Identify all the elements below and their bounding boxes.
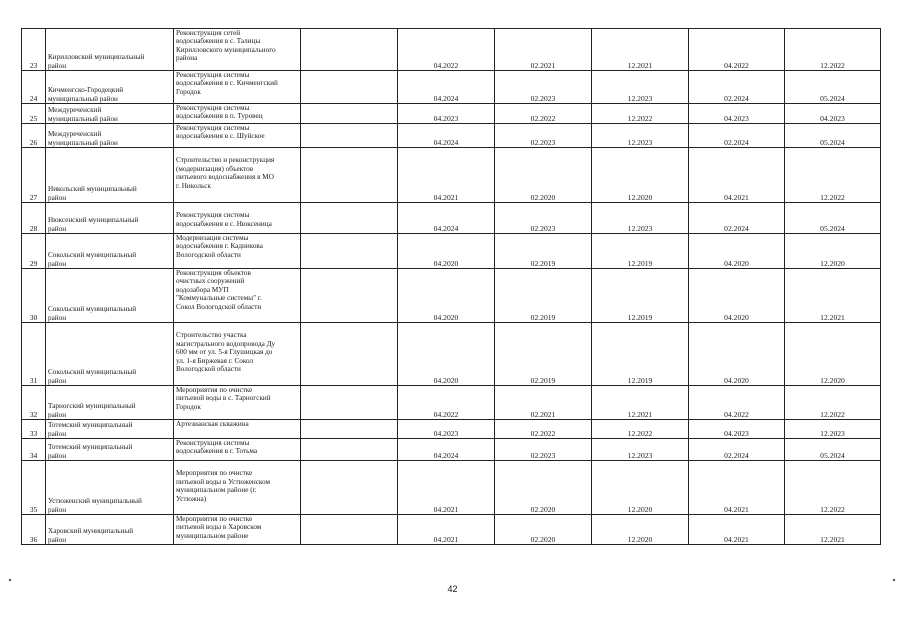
district-name: Тотемский муниципальный район — [46, 420, 174, 439]
date-5: 04.2023 — [785, 104, 881, 124]
project-description: Реконструкция сетей водоснабжения в с. Талицы Кирилловского муниципального района — [174, 29, 301, 71]
empty-cell — [301, 148, 398, 203]
date-5: 12.2022 — [785, 461, 881, 515]
project-description: Реконструкция системы водоснабжения в с. Нюксеница — [174, 203, 301, 234]
empty-cell — [301, 323, 398, 386]
district-name: Харовский муниципальный район — [46, 515, 174, 545]
date-1: 04.2020 — [398, 234, 495, 269]
date-2: 02.2021 — [495, 29, 592, 71]
project-description: Строительство и реконструкция (модернизация) объектов питьевого водоснабжения в МО г. Никольск — [174, 148, 301, 203]
project-description: Строительство участка магистрального водопровода Ду 600 мм от ул. 5-я Глушицкая до ул. 1-я Биржевая г. Сокол Вологодской области — [174, 323, 301, 386]
date-2: 02.2020 — [495, 148, 592, 203]
district-name: Нюксенский муниципальный район — [46, 203, 174, 234]
date-3: 12.2023 — [592, 71, 689, 104]
project-description: Реконструкция системы водоснабжения в г. Тотьма — [174, 439, 301, 461]
empty-cell — [301, 71, 398, 104]
project-description: Мероприятия по очистке питьевой воды в с. Тарногский Городок — [174, 386, 301, 420]
date-2: 02.2023 — [495, 124, 592, 148]
row-number: 27 — [22, 148, 46, 203]
empty-cell — [301, 439, 398, 461]
date-4: 04.2020 — [689, 234, 785, 269]
empty-cell — [301, 386, 398, 420]
date-5: 05.2024 — [785, 439, 881, 461]
date-1: 04.2024 — [398, 203, 495, 234]
date-2: 02.2021 — [495, 386, 592, 420]
table-row — [22, 234, 881, 269]
empty-cell — [301, 203, 398, 234]
row-number: 35 — [22, 461, 46, 515]
row-number: 34 — [22, 439, 46, 461]
district-name: Междуреченский муниципальный район — [46, 104, 174, 124]
empty-cell — [301, 124, 398, 148]
date-4: 02.2024 — [689, 124, 785, 148]
date-1: 04.2024 — [398, 439, 495, 461]
date-3: 12.2020 — [592, 148, 689, 203]
date-1: 04.2021 — [398, 148, 495, 203]
date-2: 02.2019 — [495, 269, 592, 323]
district-name: Сокольский муниципальный район — [46, 234, 174, 269]
table-row — [22, 29, 881, 71]
project-description: Реконструкция системы водоснабжения в с. Шуйское — [174, 124, 301, 148]
date-4: 04.2023 — [689, 104, 785, 124]
page-number: 42 — [447, 584, 458, 594]
district-name: Кичменгско-Городецкий муниципальный район — [46, 71, 174, 104]
date-2: 02.2023 — [495, 439, 592, 461]
date-3: 12.2020 — [592, 461, 689, 515]
date-5: 12.2022 — [785, 29, 881, 71]
date-5: 05.2024 — [785, 71, 881, 104]
date-1: 04.2024 — [398, 71, 495, 104]
date-5: 12.2022 — [785, 148, 881, 203]
district-name: Никольский муниципальный район — [46, 148, 174, 203]
date-3: 12.2022 — [592, 420, 689, 439]
project-description: Мероприятия по очистке питьевой воды в Харовском муниципальном районе — [174, 515, 301, 545]
row-number: 24 — [22, 71, 46, 104]
date-5: 12.2022 — [785, 386, 881, 420]
table-row — [22, 461, 881, 515]
table-body — [22, 29, 881, 545]
date-3: 12.2023 — [592, 203, 689, 234]
table-row — [22, 104, 881, 124]
date-3: 12.2019 — [592, 269, 689, 323]
empty-cell — [301, 234, 398, 269]
row-number: 36 — [22, 515, 46, 545]
date-2: 02.2019 — [495, 323, 592, 386]
date-4: 02.2024 — [689, 71, 785, 104]
schedule-table — [21, 28, 881, 545]
district-name: Устюженский муниципальный район — [46, 461, 174, 515]
district-name: Тотемский муниципальный район — [46, 439, 174, 461]
scan-mark-left — [9, 579, 11, 581]
row-number: 31 — [22, 323, 46, 386]
date-1: 04.2022 — [398, 386, 495, 420]
empty-cell — [301, 461, 398, 515]
table-row — [22, 71, 881, 104]
table-row — [22, 386, 881, 420]
row-number: 26 — [22, 124, 46, 148]
date-3: 12.2023 — [592, 439, 689, 461]
date-3: 12.2022 — [592, 104, 689, 124]
date-3: 12.2023 — [592, 124, 689, 148]
date-5: 12.2020 — [785, 234, 881, 269]
date-1: 04.2023 — [398, 104, 495, 124]
district-name: Сокольский муниципальный район — [46, 269, 174, 323]
date-5: 12.2021 — [785, 515, 881, 545]
project-description: Реконструкция системы водоснабжения в с. Кичменгский Городок — [174, 71, 301, 104]
date-4: 04.2021 — [689, 515, 785, 545]
row-number: 33 — [22, 420, 46, 439]
date-1: 04.2022 — [398, 29, 495, 71]
empty-cell — [301, 104, 398, 124]
table-row — [22, 323, 881, 386]
row-number: 29 — [22, 234, 46, 269]
date-1: 04.2021 — [398, 461, 495, 515]
table-row — [22, 420, 881, 439]
empty-cell — [301, 29, 398, 71]
district-name: Междуреченский муниципальный район — [46, 124, 174, 148]
row-number: 25 — [22, 104, 46, 124]
project-description: Артезианская скважина — [174, 420, 301, 439]
date-2: 02.2022 — [495, 420, 592, 439]
date-1: 04.2021 — [398, 515, 495, 545]
date-4: 04.2021 — [689, 148, 785, 203]
date-2: 02.2023 — [495, 71, 592, 104]
table-row — [22, 515, 881, 545]
project-description: Реконструкция объектов очистных сооружений водозабора МУП "Коммунальные системы" г. Сокол Вологодской области — [174, 269, 301, 323]
date-2: 02.2019 — [495, 234, 592, 269]
date-4: 02.2024 — [689, 203, 785, 234]
date-3: 12.2020 — [592, 515, 689, 545]
row-number: 28 — [22, 203, 46, 234]
date-4: 04.2022 — [689, 386, 785, 420]
date-5: 12.2023 — [785, 420, 881, 439]
date-1: 04.2020 — [398, 269, 495, 323]
district-name: Кирилловский муниципальный район — [46, 29, 174, 71]
date-3: 12.2019 — [592, 323, 689, 386]
date-3: 12.2019 — [592, 234, 689, 269]
date-1: 04.2024 — [398, 124, 495, 148]
table-row — [22, 148, 881, 203]
district-name: Сокольский муниципальный район — [46, 323, 174, 386]
project-description: Мероприятия по очистке питьевой воды в Устюженском муниципальном районе (г. Устюжна) — [174, 461, 301, 515]
empty-cell — [301, 269, 398, 323]
date-5: 12.2021 — [785, 269, 881, 323]
date-5: 05.2024 — [785, 124, 881, 148]
district-name: Тарногский муниципальный район — [46, 386, 174, 420]
date-2: 02.2022 — [495, 104, 592, 124]
empty-cell — [301, 420, 398, 439]
row-number: 30 — [22, 269, 46, 323]
table-row — [22, 269, 881, 323]
date-4: 04.2021 — [689, 461, 785, 515]
date-1: 04.2023 — [398, 420, 495, 439]
row-number: 23 — [22, 29, 46, 71]
date-5: 05.2024 — [785, 203, 881, 234]
project-description: Реконструкция системы водоснабжения в п. Туровец — [174, 104, 301, 124]
date-3: 12.2021 — [592, 386, 689, 420]
date-4: 04.2023 — [689, 420, 785, 439]
date-4: 02.2024 — [689, 439, 785, 461]
scan-mark-right — [893, 579, 895, 581]
row-number: 32 — [22, 386, 46, 420]
empty-cell — [301, 515, 398, 545]
date-4: 04.2022 — [689, 29, 785, 71]
date-5: 12.2020 — [785, 323, 881, 386]
date-2: 02.2020 — [495, 461, 592, 515]
date-2: 02.2020 — [495, 515, 592, 545]
date-4: 04.2020 — [689, 323, 785, 386]
table-row — [22, 439, 881, 461]
date-2: 02.2023 — [495, 203, 592, 234]
table-row — [22, 124, 881, 148]
project-description: Модернизация системы водоснабжения г. Кадникова Вологодской области — [174, 234, 301, 269]
date-4: 04.2020 — [689, 269, 785, 323]
date-3: 12.2021 — [592, 29, 689, 71]
date-1: 04.2020 — [398, 323, 495, 386]
table-row — [22, 203, 881, 234]
